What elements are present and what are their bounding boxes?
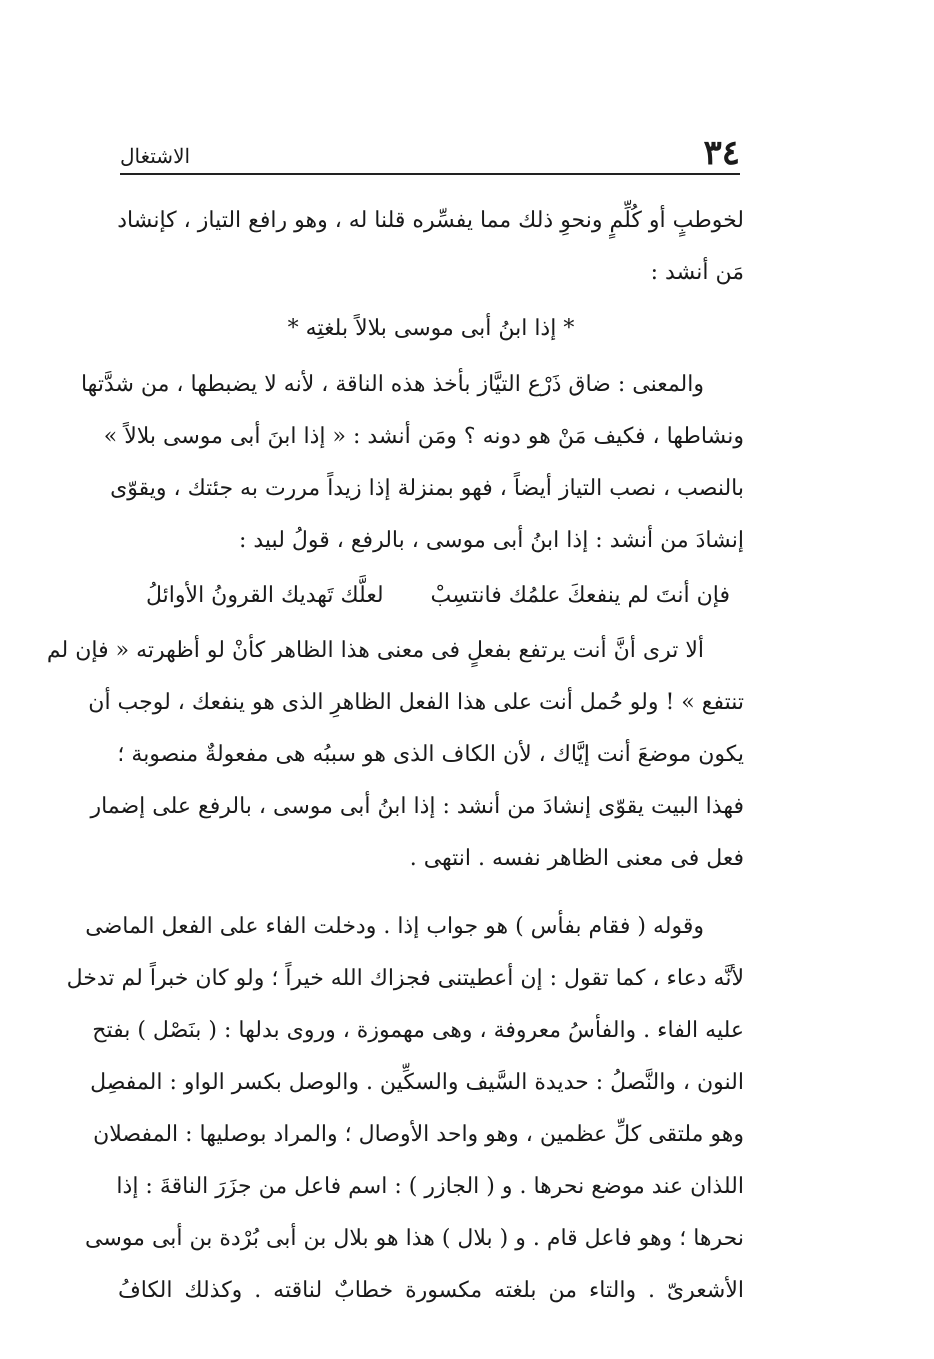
- page-header: [120, 128, 740, 172]
- paragraph-gap: [118, 885, 744, 901]
- text-line: لخوطبٍ أو كُلِّمٍ ونحوِ ذلك مما يفسِّره قلنا له ، وهو رافع التياز ، كإنشاد: [117, 208, 744, 233]
- text-line: يكون موضعَ أنت إيَّاك ، لأن الكاف الذى هو سببُه هى مفعولةٌ منصوبة ؛: [117, 742, 744, 767]
- text-line: مَن أنشد :: [650, 260, 744, 285]
- text-line: لأنَّه دعاء ، كما تقول : إن أعطيتنى فجزاك الله خيراً ؛ ولو كان خبراً لم تدخل: [66, 966, 744, 991]
- text-line: عليه الفاء . والفأسُ معروفة ، وهى مهموزة ، وروى بدلها : ( بنَصْل ) بفتح: [92, 1018, 744, 1043]
- text-line: نحرها ؛ وهو فاعل قام . و ( بلال ) هذا هو بلال بن أبى بُرْدة بن أبى موسى: [85, 1226, 744, 1251]
- text-line: بالنصب ، نصب التياز أيضاً ، فهو بمنزلة إذا زيداً مررت به جئتك ، ويقوّى: [110, 476, 744, 501]
- paragraph-3: [46, 625, 744, 885]
- text-line: فعل فى معنى الظاهر نفسه . انتهى .: [409, 846, 744, 871]
- text-line: وقوله ( فقام بفأس ) هو جواب إذا . ودخلت الفاء على الفعل الماضى: [85, 914, 704, 939]
- verse-hemistich-left: لعلَّك تَهديك القرونُ الأوائلُ: [146, 583, 384, 608]
- text-line: النون ، والنَّصلُ : حديدة السَّيف والسكِّين . والوصل بكسر الواو : المفصِل: [90, 1070, 744, 1095]
- running-head-title: الاشتغال: [120, 144, 191, 168]
- paragraph-1: [118, 195, 744, 299]
- header-rule: [120, 173, 740, 175]
- text-line: ألا ترى أنَّ أنت يرتفع بفعلٍ فى معنى هذا الظاهر كأنْ لو أظهرته « فإن لم: [46, 638, 704, 663]
- page-number: ٣٤: [703, 133, 740, 173]
- paragraph-4: [66, 901, 744, 1317]
- page-body: [46, 195, 744, 1317]
- verse-quote-1: * إذا ابنُ أبى موسى بلالاً بلغتِه *: [287, 316, 575, 341]
- text-line: تنتفع » ! ولو حُمل أنت على هذا الفعل الظاهرِ الذى هو ينفعك ، لوجب أن: [88, 690, 744, 715]
- text-line: ونشاطها ، فكيف مَنْ هو دونه ؟ ومَن أنشد : « إذا ابنَ أبى موسى بلالاً »: [103, 424, 744, 449]
- text-line: وهو ملتقى كلِّ عظمين ، وهو واحد الأوصال ؛ والمراد بوصليها : المفصلان: [93, 1122, 744, 1147]
- text-line: والمعنى : ضاق ذَرْع التيَّاز بأخذ هذه الناقة ، لأنه لا يضبطها ، من شدَّتها: [80, 372, 704, 397]
- verse-hemistich-right: فإن أنتَ لم ينفعكَ علمُك فانتسِبْ: [430, 583, 730, 608]
- text-line: إنشادَ من أنشد : إذا ابنُ أبى موسى ، بالرفع ، قولُ لبيد :: [238, 528, 744, 553]
- verse-quote-2: [118, 567, 744, 625]
- paragraph-2: [80, 359, 744, 567]
- text-line: فهذا البيت يقوّى إنشادَ من أنشد : إذا ابنُ أبى موسى ، بالرفع على إضمار: [90, 794, 744, 819]
- text-line: اللذان عند موضع نحرها . و ( الجازر ) : اسم فاعل من جزَرَ الناقةَ : إذا: [116, 1174, 744, 1199]
- text-line: الأشعرىّ . والتاء من بلغته مكسورة خطابٌ لناقته . وكذلك الكافُ: [118, 1278, 744, 1303]
